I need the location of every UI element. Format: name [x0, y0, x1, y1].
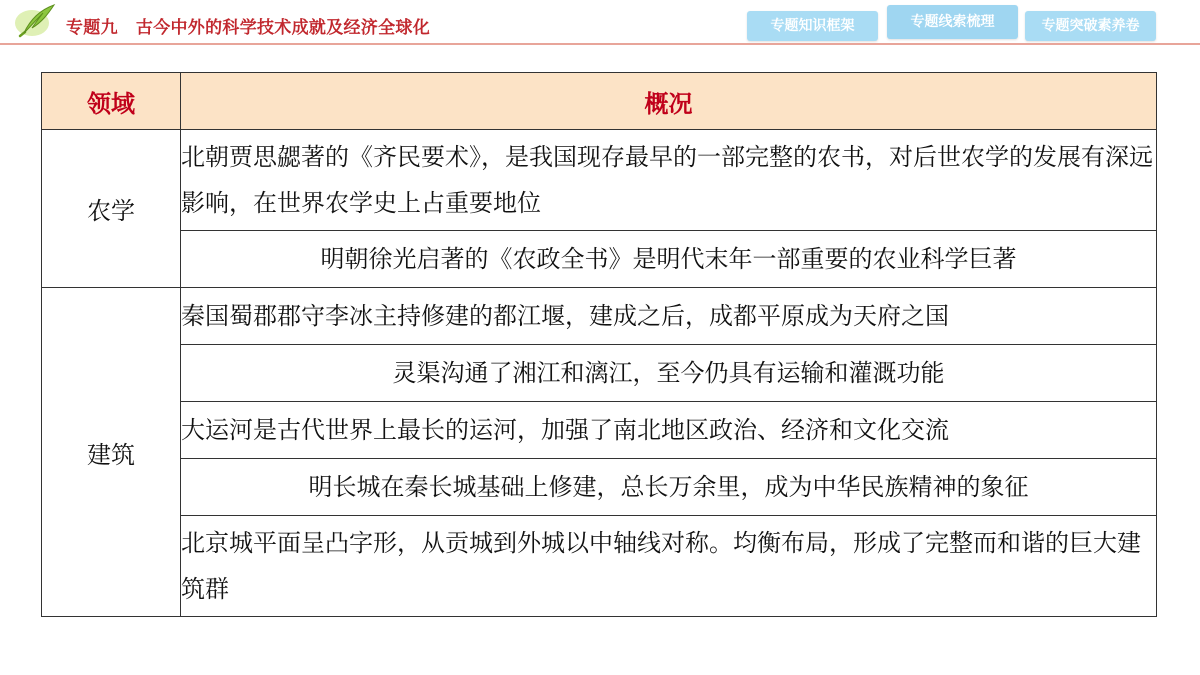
feather-quill-icon: [12, 2, 58, 40]
table-row: [42, 345, 1157, 402]
row-description: 明朝徐光启著的《农政全书》是明代末年一部重要的农业科学巨著: [181, 231, 1157, 288]
table-row: [42, 459, 1157, 516]
table-row: [42, 288, 1157, 345]
row-description: 大运河是古代世界上最长的运河，加强了南北地区政治、经济和文化交流: [181, 402, 1157, 459]
header-overview: 概况: [181, 73, 1157, 130]
table-row: [42, 402, 1157, 459]
header-field: 领域: [42, 73, 181, 130]
row-description: 灵渠沟通了湘江和漓江，至今仍具有运输和灌溉功能: [181, 345, 1157, 402]
nav-knowledge-framework-button[interactable]: 专题知识框架: [747, 11, 878, 41]
table-row: [42, 130, 1157, 231]
row-description: 明长城在秦长城基础上修建，总长万余里，成为中华民族精神的象征: [181, 459, 1157, 516]
header-divider: [0, 43, 1200, 45]
chapter-label: 专题九: [66, 18, 118, 38]
row-description: 秦国蜀郡郡守李冰主持修建的都江堰，建成之后，成都平原成为天府之国: [181, 288, 1157, 345]
table-row: [42, 516, 1157, 617]
nav-clue-review-button[interactable]: 专题线索梳理: [887, 5, 1018, 39]
field-agriculture: 农学: [42, 130, 181, 288]
table-header-row: [42, 73, 1157, 130]
achievements-table: [41, 72, 1157, 617]
row-description: 北朝贾思勰著的《齐民要术》，是我国现存最早的一部完整的农书，对后世农学的发展有深远影响，在世界农学史上占重要地位: [181, 130, 1157, 231]
header-bar: [0, 0, 1200, 44]
field-architecture: 建筑: [42, 288, 181, 617]
nav-breakthrough-quiz-button[interactable]: 专题突破素养卷: [1025, 11, 1156, 41]
chapter-title: 古今中外的科学技术成就及经济全球化: [135, 18, 431, 38]
page-title: [66, 13, 430, 38]
table-row: [42, 231, 1157, 288]
row-description: 北京城平面呈凸字形，从贡城到外城以中轴线对称。均衡布局，形成了完整而和谐的巨大建筑群: [181, 516, 1157, 617]
